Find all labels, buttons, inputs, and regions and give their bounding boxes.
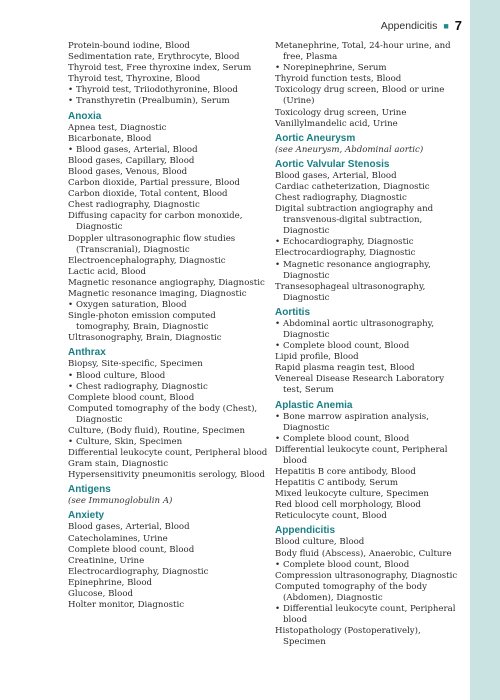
test-name: Gram stain, Diagnostic bbox=[68, 459, 169, 470]
section-heading: Anthrax bbox=[68, 347, 106, 359]
test-name: Histopathology (Postoperatively), Specimen bbox=[275, 626, 421, 648]
test-name: Thyroid test, Triiodothyronine, Blood bbox=[76, 85, 238, 96]
section-heading: Appendicitis bbox=[275, 525, 336, 537]
test-list-item bbox=[275, 204, 465, 237]
section-heading: Anxiety bbox=[68, 510, 105, 522]
test-name: Hypersensitivity pneumonitis serology, Blood bbox=[68, 470, 265, 481]
test-list-item bbox=[68, 578, 268, 589]
section-heading: Antigens bbox=[68, 484, 111, 496]
test-list-item bbox=[68, 311, 268, 333]
test-name: Oxygen saturation, Blood bbox=[76, 300, 187, 311]
test-name: Catecholamines, Urine bbox=[68, 533, 168, 544]
section-aortitis bbox=[275, 307, 465, 397]
test-list-item bbox=[68, 145, 268, 156]
test-list-item bbox=[275, 478, 465, 489]
test-name: Blood culture, Blood bbox=[275, 537, 365, 548]
test-name: Complete blood count, Blood bbox=[283, 341, 410, 352]
bullet-icon bbox=[68, 300, 76, 311]
test-list-item bbox=[68, 404, 268, 426]
running-head bbox=[381, 18, 462, 33]
test-name: Vanillylmandelic acid, Urine bbox=[275, 118, 398, 129]
bullet-icon bbox=[68, 85, 76, 96]
test-name: Blood gases, Arterial, Blood bbox=[68, 522, 190, 533]
test-name: Differential leukocyte count, Peripheral blood bbox=[68, 448, 268, 459]
test-list-item bbox=[68, 156, 268, 167]
test-name: Toxicology drug screen, Urine bbox=[275, 107, 407, 118]
test-list-item bbox=[275, 560, 465, 571]
test-name: Electroencephalography, Diagnostic bbox=[68, 255, 226, 266]
test-list bbox=[275, 41, 465, 130]
test-name: Body fluid (Abscess), Anaerobic, Culture bbox=[275, 548, 452, 559]
test-list-item bbox=[68, 333, 268, 344]
test-name: Lipid profile, Blood bbox=[275, 352, 359, 363]
test-list-item bbox=[68, 200, 268, 211]
test-name: Thyroid test, Free thyroxine index, Serum bbox=[68, 63, 252, 74]
test-list-item bbox=[68, 567, 268, 578]
section-anthrax bbox=[68, 347, 268, 481]
test-name: Glucose, Blood bbox=[68, 589, 134, 600]
test-list-item bbox=[275, 282, 465, 304]
test-list-item bbox=[275, 341, 465, 352]
bullet-icon bbox=[68, 437, 76, 448]
page-number: 7 bbox=[454, 18, 462, 33]
test-list-item bbox=[275, 626, 465, 648]
section-aortic-valvular-stenosis bbox=[275, 159, 465, 304]
test-name: Doppler ultrasonographic flow studies (Transcranial), Diagnostic bbox=[68, 233, 236, 255]
test-list bbox=[68, 41, 268, 108]
test-list-item bbox=[275, 363, 465, 374]
test-name: Red blood cell morphology, Blood bbox=[275, 500, 421, 511]
test-list-item bbox=[275, 108, 465, 119]
test-name: Computed tomography of the body (Chest), Diagnostic bbox=[68, 403, 258, 425]
bullet-icon bbox=[275, 260, 283, 271]
bullet-icon bbox=[275, 560, 283, 571]
test-list-item bbox=[68, 382, 268, 393]
test-list-item bbox=[275, 171, 465, 182]
test-list-item bbox=[68, 74, 268, 85]
test-name: Chest radiography, Diagnostic bbox=[68, 200, 200, 211]
test-name: Carbon dioxide, Total content, Blood bbox=[68, 189, 228, 200]
test-list-item bbox=[275, 511, 465, 522]
test-list-item bbox=[275, 85, 465, 107]
test-list-item bbox=[68, 134, 268, 145]
test-list-item bbox=[275, 582, 465, 604]
test-list-item bbox=[275, 537, 465, 548]
test-list-item bbox=[68, 589, 268, 600]
section-continued bbox=[275, 41, 465, 130]
bullet-icon bbox=[275, 412, 283, 423]
test-list-item bbox=[68, 178, 268, 189]
test-name: Sedimentation rate, Erythrocyte, Blood bbox=[68, 52, 240, 63]
test-list-item bbox=[275, 445, 465, 467]
test-name: Digital subtraction angiography and transvenous-digital subtraction, Diagnostic bbox=[275, 204, 434, 237]
test-list-item bbox=[275, 119, 465, 130]
running-head-title: Appendicitis bbox=[380, 19, 438, 32]
test-name: Hepatitis C antibody, Serum bbox=[275, 478, 399, 489]
test-list bbox=[68, 522, 268, 611]
test-name: Ultrasonography, Brain, Diagnostic bbox=[68, 333, 222, 344]
test-list-item bbox=[68, 448, 268, 459]
test-name: Magnetic resonance angiography, Diagnostic bbox=[283, 259, 431, 281]
section-heading: Anoxia bbox=[68, 110, 102, 122]
test-list-item bbox=[68, 63, 268, 74]
test-name: Protein-bound iodine, Blood bbox=[68, 41, 190, 51]
bullet-icon bbox=[275, 341, 283, 352]
test-name: Magnetic resonance imaging, Diagnostic bbox=[68, 288, 247, 299]
test-name: Complete blood count, Blood bbox=[283, 433, 410, 444]
test-name: Carbon dioxide, Partial pressure, Blood bbox=[68, 178, 240, 189]
test-list-item bbox=[275, 193, 465, 204]
test-list-item bbox=[68, 167, 268, 178]
test-name: Thyroid function tests, Blood bbox=[275, 74, 402, 85]
test-name: Electrocardiography, Diagnostic bbox=[275, 248, 416, 259]
test-name: Hepatitis B core antibody, Blood bbox=[275, 467, 416, 477]
test-list bbox=[68, 359, 268, 481]
test-list-item bbox=[68, 359, 268, 370]
test-list-item bbox=[275, 549, 465, 560]
section-heading: Aplastic Anemia bbox=[275, 399, 353, 411]
test-list-item bbox=[275, 41, 465, 63]
test-name: Lactic acid, Blood bbox=[68, 266, 146, 277]
test-name: Abdominal aortic ultrasonography, Diagnostic bbox=[283, 318, 435, 340]
test-list-item bbox=[275, 489, 465, 500]
test-list-item bbox=[68, 371, 268, 382]
see-reference-note: (see Immunoglobulin A) bbox=[68, 496, 173, 507]
test-list-item bbox=[68, 289, 268, 300]
right-column bbox=[275, 41, 465, 651]
test-list-item bbox=[68, 393, 268, 404]
test-list-item bbox=[68, 256, 268, 267]
bullet-icon bbox=[68, 96, 76, 107]
bullet-icon bbox=[68, 382, 76, 393]
test-name: Metanephrine, Total, 24-hour urine, and free, Plasma bbox=[275, 41, 451, 63]
bullet-icon bbox=[275, 604, 283, 615]
bullet-icon bbox=[275, 319, 283, 330]
test-list-item bbox=[275, 374, 465, 396]
test-list-item bbox=[68, 300, 268, 311]
test-name: Complete blood count, Blood bbox=[68, 392, 195, 403]
test-name: Toxicology drug screen, Blood or urine (Urine) bbox=[275, 85, 445, 107]
test-list-item bbox=[68, 437, 268, 448]
test-name: Creatinine, Urine bbox=[68, 555, 145, 566]
test-list-item bbox=[275, 319, 465, 341]
section-aplastic-anemia bbox=[275, 400, 465, 523]
test-list bbox=[275, 537, 465, 648]
section-continued bbox=[68, 41, 268, 108]
test-name: Epinephrine, Blood bbox=[68, 577, 153, 588]
test-name: Rapid plasma reagin test, Blood bbox=[275, 363, 415, 374]
test-list-item bbox=[275, 63, 465, 74]
test-list-item bbox=[68, 545, 268, 556]
test-list-item bbox=[275, 182, 465, 193]
test-name: Mixed leukocyte culture, Specimen bbox=[275, 489, 429, 500]
left-column bbox=[68, 41, 268, 614]
test-list-item bbox=[275, 571, 465, 582]
test-list-item bbox=[68, 459, 268, 470]
test-name: Differential leukocyte count, Peripheral blood bbox=[275, 444, 448, 466]
bullet-icon bbox=[68, 371, 76, 382]
test-name: Biopsy, Site-specific, Specimen bbox=[68, 359, 203, 370]
test-list-item bbox=[275, 604, 465, 626]
test-name: Holter monitor, Diagnostic bbox=[68, 600, 185, 611]
test-list-item bbox=[275, 412, 465, 434]
test-name: Transesophageal ultrasonography, Diagnostic bbox=[275, 281, 426, 303]
section-heading: Aortic Valvular Stenosis bbox=[275, 158, 390, 170]
test-list bbox=[275, 412, 465, 523]
test-name: Blood culture, Blood bbox=[76, 370, 166, 381]
test-name: Bicarbonate, Blood bbox=[68, 133, 152, 144]
test-list-item bbox=[68, 189, 268, 200]
test-list-item bbox=[68, 211, 268, 233]
test-list-item bbox=[68, 556, 268, 567]
section-antigens bbox=[68, 484, 268, 507]
test-list bbox=[275, 319, 465, 397]
test-list bbox=[275, 171, 465, 304]
side-color-tab bbox=[470, 0, 500, 700]
bullet-icon bbox=[275, 237, 283, 248]
test-name: Blood gases, Arterial, Blood bbox=[76, 144, 198, 155]
test-name: Apnea test, Diagnostic bbox=[68, 122, 167, 133]
see-reference-note: (see Aneurysm, Abdominal aortic) bbox=[275, 144, 424, 155]
bullet-icon bbox=[275, 434, 283, 445]
test-list-item bbox=[68, 123, 268, 134]
test-name: Culture, Skin, Specimen bbox=[76, 437, 183, 448]
section-heading: Aortic Aneurysm bbox=[275, 132, 356, 144]
test-name: Electrocardiography, Diagnostic bbox=[68, 566, 209, 577]
test-name: Echocardiography, Diagnostic bbox=[283, 237, 414, 248]
test-list bbox=[68, 123, 268, 345]
test-list-item bbox=[68, 600, 268, 611]
test-name: Magnetic resonance angiography, Diagnostic bbox=[68, 277, 265, 288]
test-name: Complete blood count, Blood bbox=[68, 544, 195, 555]
test-list-item bbox=[68, 278, 268, 289]
test-name: Reticulocyte count, Blood bbox=[275, 511, 387, 522]
test-name: Blood gases, Capillary, Blood bbox=[68, 155, 195, 166]
bullet-icon bbox=[68, 145, 76, 156]
test-name: Chest radiography, Diagnostic bbox=[76, 381, 208, 392]
test-list-item bbox=[68, 41, 268, 52]
test-list-item bbox=[275, 248, 465, 259]
bullet-icon bbox=[275, 63, 283, 74]
test-list-item bbox=[68, 85, 268, 96]
test-name: Single-photon emission computed tomography, Brain, Diagnostic bbox=[68, 311, 216, 333]
test-name: Blood gases, Venous, Blood bbox=[68, 166, 188, 177]
test-list-item bbox=[68, 234, 268, 256]
test-name: Blood gases, Arterial, Blood bbox=[275, 170, 397, 181]
test-name: Norepinephrine, Serum bbox=[283, 63, 387, 74]
bullet-icon: ■ bbox=[443, 20, 449, 31]
test-list-item bbox=[68, 52, 268, 63]
test-name: Thyroid test, Thyroxine, Blood bbox=[68, 74, 201, 85]
section-heading: Aortitis bbox=[275, 306, 310, 318]
test-name: Differential leukocyte count, Peripheral blood bbox=[283, 604, 456, 626]
test-list-item bbox=[68, 534, 268, 545]
test-name: Computed tomography of the body (Abdomen), Diagnostic bbox=[275, 581, 427, 603]
test-list-item bbox=[68, 522, 268, 533]
test-list-item bbox=[68, 96, 268, 107]
test-name: Venereal Disease Research Laboratory test, Serum bbox=[275, 374, 445, 396]
test-list-item bbox=[68, 470, 268, 481]
test-list-item bbox=[275, 260, 465, 282]
test-name: Bone marrow aspiration analysis, Diagnostic bbox=[283, 411, 429, 433]
test-name: Complete blood count, Blood bbox=[283, 559, 410, 570]
test-list-item bbox=[275, 237, 465, 248]
section-anxiety bbox=[68, 510, 268, 611]
test-list-item bbox=[275, 74, 465, 85]
test-list-item bbox=[68, 267, 268, 278]
test-name: Transthyretin (Prealbumin), Serum bbox=[76, 96, 230, 107]
section-aortic-aneurysm bbox=[275, 133, 465, 156]
test-list-item bbox=[68, 426, 268, 437]
section-appendicitis bbox=[275, 525, 465, 648]
test-name: Culture, (Body fluid), Routine, Specimen bbox=[68, 426, 246, 436]
test-list-item bbox=[275, 352, 465, 363]
test-name: Compression ultrasonography, Diagnostic bbox=[275, 570, 458, 581]
test-list-item bbox=[275, 500, 465, 511]
test-name: Chest radiography, Diagnostic bbox=[275, 192, 407, 203]
test-list-item bbox=[275, 467, 465, 478]
test-list-item bbox=[275, 434, 465, 445]
section-anoxia bbox=[68, 111, 268, 345]
test-name: Cardiac catheterization, Diagnostic bbox=[275, 181, 430, 192]
test-name: Diffusing capacity for carbon monoxide, Diagnostic bbox=[68, 211, 243, 233]
